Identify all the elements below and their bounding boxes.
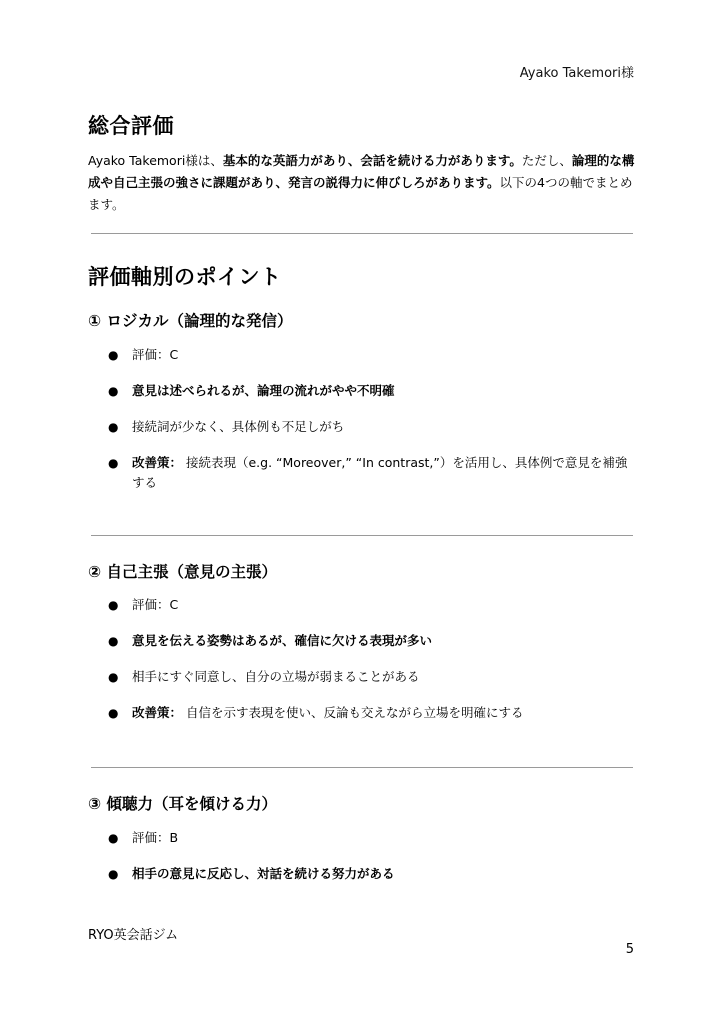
- issue-text: 接続詞が少なく、具体例も不足しがち: [132, 419, 345, 434]
- bullet-icon: ●: [108, 348, 119, 362]
- axis-list-assertion: [108, 595, 638, 739]
- list-item: [108, 631, 638, 651]
- bullet-icon: ●: [108, 420, 119, 434]
- strength-text: 相手の意見に反応し、対話を続ける努力がある: [132, 866, 395, 881]
- bullet-icon: ●: [108, 867, 119, 881]
- list-item: [108, 417, 638, 437]
- rating-text: 評価：B: [132, 830, 179, 845]
- list-item: [108, 667, 638, 687]
- list-item: [108, 703, 638, 723]
- bullet-icon: ●: [108, 634, 119, 648]
- strength-text: 意見を伝える姿勢はあるが、確信に欠ける表現が多い: [132, 633, 433, 648]
- section-divider: [91, 767, 633, 768]
- intro-bold-2: 論理的な構成や自己主張の強さに課題があり、発言の説得力に伸びしろがあります。: [88, 153, 635, 190]
- improve-text: 接続表現（e.g. “Moreover,” “In contrast,”）を活用し、具体例で意見を補強する: [132, 455, 628, 490]
- axis-heading-assertion: ② 自己主張（意見の主張）: [88, 563, 278, 581]
- improve-label: 改善策：: [132, 455, 183, 470]
- axes-section-title: 評価軸別のポイント: [88, 265, 282, 289]
- intro-bold-1: 基本的な英語力があり、会話を続ける力があります。: [222, 153, 522, 168]
- rating-text: 評価：C: [132, 347, 179, 362]
- bullet-icon: ●: [108, 831, 119, 845]
- footer-brand: RYO英会話ジム: [88, 928, 179, 943]
- list-item: [108, 595, 638, 615]
- axis-heading-logical: ① ロジカル（論理的な発信）: [88, 312, 293, 330]
- bullet-icon: ●: [108, 706, 119, 720]
- issue-text: 相手にすぐ同意し、自分の立場が弱まることがある: [132, 669, 420, 684]
- overall-intro: [88, 150, 638, 216]
- client-name-header: Ayako Takemori様: [519, 66, 634, 81]
- section-divider: [91, 535, 633, 536]
- list-item: [108, 828, 638, 848]
- bullet-icon: ●: [108, 456, 119, 470]
- bullet-icon: ●: [108, 598, 119, 612]
- improve-text: 自信を示す表現を使い、反論も交えながら立場を明確にする: [182, 705, 524, 720]
- axis-list-listening: [108, 828, 638, 900]
- list-item: [108, 864, 638, 884]
- list-item: [108, 453, 638, 493]
- intro-text-3: 以下の4つの軸でまとめます。: [88, 175, 633, 212]
- list-item: [108, 381, 638, 401]
- improve-label: 改善策：: [132, 705, 183, 720]
- page-number: 5: [625, 942, 634, 957]
- overall-title: 総合評価: [88, 114, 174, 138]
- bullet-icon: ●: [108, 384, 119, 398]
- axis-list-logical: [108, 345, 638, 509]
- section-divider: [91, 233, 633, 234]
- bullet-icon: ●: [108, 670, 119, 684]
- list-item: [108, 345, 638, 365]
- axis-heading-listening: ③ 傾聴力（耳を傾ける力）: [88, 795, 278, 813]
- strength-text: 意見は述べられるが、論理の流れがやや不明確: [132, 383, 395, 398]
- intro-text-2: ただし、: [521, 153, 572, 168]
- intro-text-1: Ayako Takemori様は、: [88, 153, 223, 168]
- rating-text: 評価：C: [132, 597, 179, 612]
